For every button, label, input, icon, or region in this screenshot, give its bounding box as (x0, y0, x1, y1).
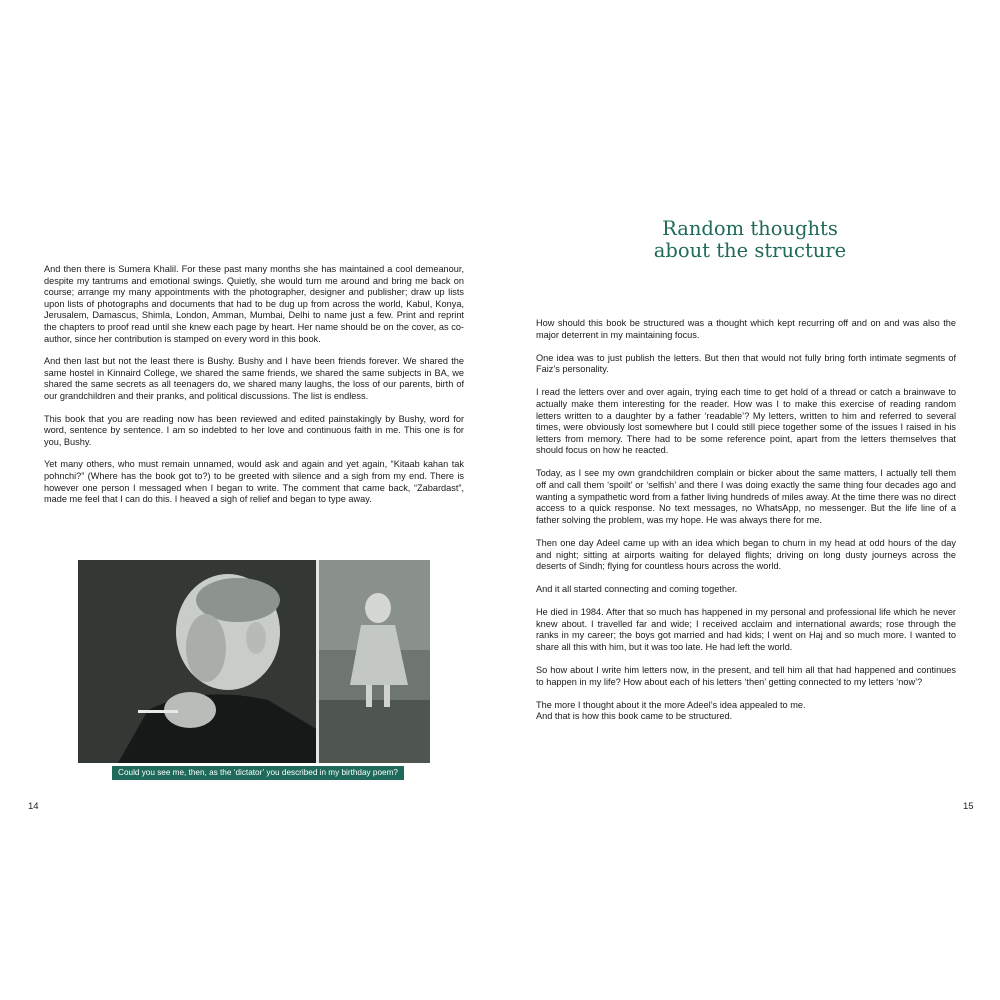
photo-caption: Could you see me, then, as the ‘dictator’ you described in my birthday poem? (112, 766, 404, 780)
paragraph: Yet many others, who must remain unnamed, would ask and again and yet again, “Kitaab kahan tak pohnchi?” (Where has the book got to?) to be greeted with silence and a sigh from my end. There is however one person I messaged when I began to write. The comment that came back, “Zabardast”, made me feel that I can do this. I heaved a sigh of relief and began to type away. (44, 459, 464, 505)
left-body-text (44, 264, 464, 517)
paragraph: The more I thought about it the more Adeel’s idea appealed to me. (536, 699, 806, 710)
page-number: 15 (963, 801, 974, 812)
paragraph: Then one day Adeel came up with an idea which began to churn in my head at odd hours of the day and night; sitting at airports waiting for delayed flights; driving on long dusty journeys across the deserts of Sindh; flying for countless hours across the world. (536, 537, 956, 572)
paragraph: And it all started connecting and coming together. (536, 584, 738, 595)
paragraph: This book that you are reading now has been reviewed and edited painstakingly by Bushy, word for word, sentence by sentence. I am so indebted to her love and continuous faith in me. This one is for you, Bushy. (44, 413, 464, 447)
paragraph: I read the letters over and over again, trying each time to get hold of a thread or catch a brainwave to actually make them interesting for the reader. How was I to make this exercise of reading random letters written to a daughter by a father ‘readable’? My letters, written to him and referred to several times, were obviously lost somewhere but I could still piece together some of the issues I raised in his letters from memory. There had to be some reference point, apart from the letters themselves that should focus on how he reacted. (536, 387, 956, 456)
page-number: 14 (28, 801, 39, 812)
paragraph: How should this book be structured was a thought which kept recurring off and on and was also the major deterrent in my maintaining focus. (536, 318, 956, 340)
closing-line: And that is how this book came to be structured. (536, 711, 733, 722)
paragraph: So how about I write him letters now, in the present, and tell him all that had happened and continues to happen in my life? How about each of his letters ‘then’ getting connected to my letters ‘now’? (536, 665, 956, 687)
right-body-text (536, 318, 956, 735)
photograph (78, 560, 430, 763)
photo-illustration (78, 560, 430, 763)
paragraph: And then there is Sumera Khalil. For these past many months she has maintained a cool demeanour, despite my tantrums and emotional swings. Quietly, she would turn me around and bring me back on course; arrange my many appointments with the photographer, designer and publisher; draw up lists upon lists of photographs and documents that had to be dug up from across the world, Kabul, Konya, Jerusalem, Damascus, Shimla, London, Amman, Mumbai, Delhi to name just a few. Print and reprint the chapters to proof read until she knew each page by heart. Her name should be on the cover, as co-author, since her contribution is stamped on every word in this book. (44, 264, 464, 344)
chapter-title-line-2: about the structure (653, 239, 847, 262)
chapter-title (600, 218, 900, 262)
paragraph: He died in 1984. After that so much has happened in my personal and professional life which he never knew about. I travelled far and wide; I received acclaim and international awards; rose through the ranks in my career; the boys got married and had kids; I went on Haj and so much more. I wanted to share all this with him, but it was too late. He had left the world. (536, 607, 956, 653)
chapter-title-line-1: Random thoughts (662, 217, 838, 240)
paragraph: One idea was to just publish the letters. But then that would not fully bring forth intimate segments of Faiz’s personality. (536, 352, 956, 375)
paragraph: Today, as I see my own grandchildren complain or bicker about the same matters, I actually tell them off and call them ‘spoilt’ or ‘selfish’ and there I was doing exactly the same thing four decades ago and wanting a sympathetic word from a father living hundreds of miles away. At the time there was no direct access to a quick response. No text messages, no WhatsApp, no messenger. But the life line of a father solving the problem, was my hope. He was always there for me. (536, 468, 956, 525)
paragraph: And then last but not the least there is Bushy. Bushy and I have been friends forever. We shared the same hostel in Kinnaird College, we shared the same friends, we shared the same subjects in BA, we shared the same secrets as all teenagers do, we shared many laughs, the loss of our parents, birth of our grandchildren and their pranks, and political discussions. The list is endless. (44, 356, 464, 401)
